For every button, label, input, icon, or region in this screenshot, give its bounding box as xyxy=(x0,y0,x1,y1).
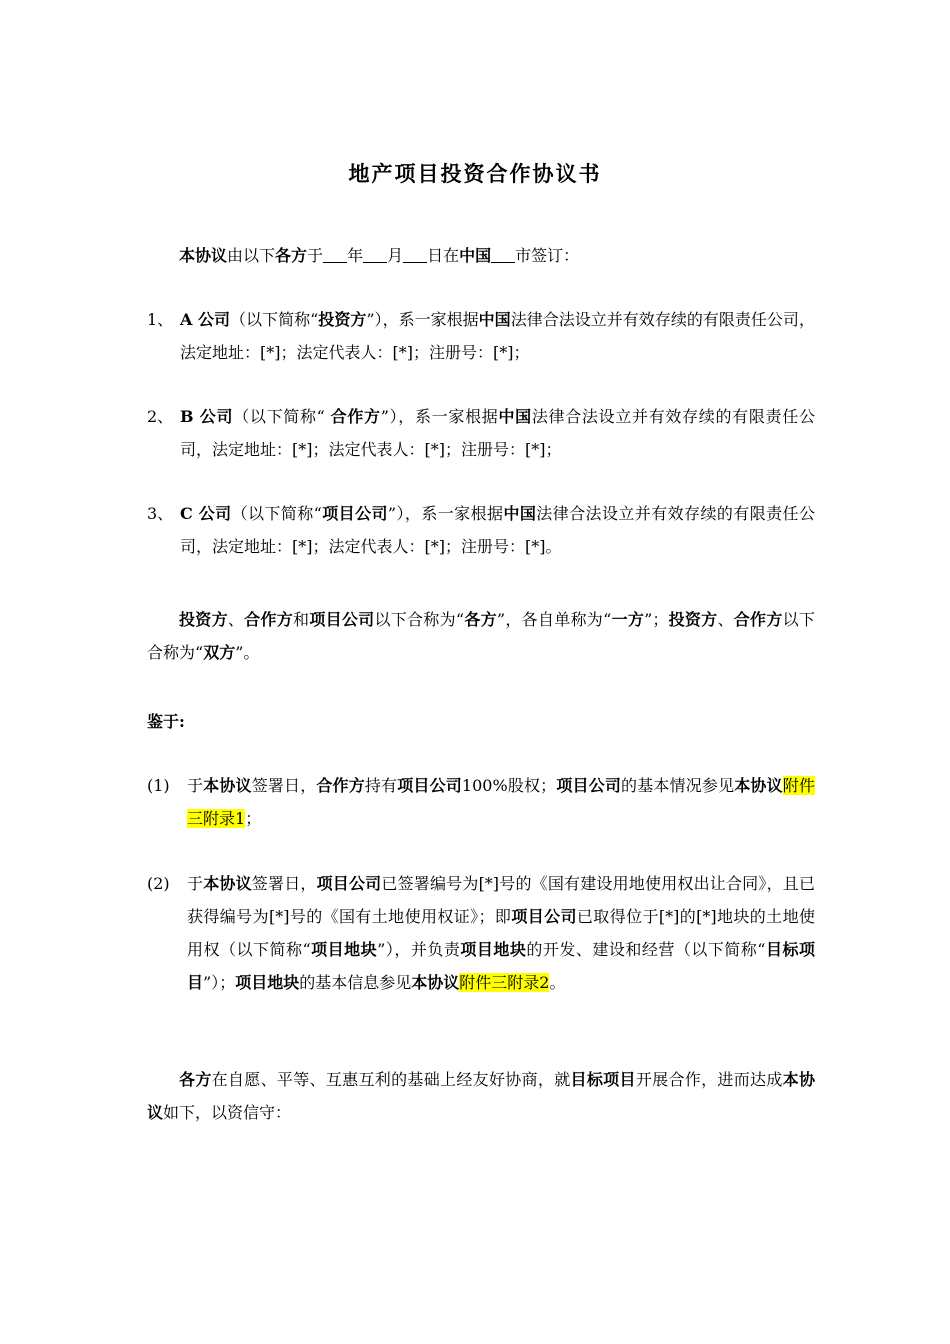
defined-term: 本协议 xyxy=(203,874,252,893)
whereas-heading-text: 鉴于: xyxy=(147,712,185,731)
party-short-name: 投资方 xyxy=(318,310,367,329)
party-text: 法律合法设立并有效存续的有限责任公司，法定地址：[*]；法定代表人：[*]；注册号：[*]； xyxy=(180,310,815,362)
intro-text: 由以下 xyxy=(227,246,276,265)
document-title: 地产项目投资合作协议书 xyxy=(348,161,602,186)
defined-term: 项目公司 xyxy=(397,776,462,795)
intro-text: 年 xyxy=(347,246,364,265)
defined-term: 项目地块 xyxy=(310,940,378,959)
recital-text: 持有 xyxy=(364,776,398,795)
party-number: 2、 xyxy=(147,407,174,426)
closing-paragraph xyxy=(147,1063,815,1129)
recital-number: (2) xyxy=(147,874,170,893)
intro-text: 各方 xyxy=(275,246,308,265)
party-name: A 公司 xyxy=(180,310,231,329)
definition-text: ”。 xyxy=(235,643,260,662)
party-item xyxy=(147,303,815,369)
party-text: ”），系一家根据 xyxy=(387,504,504,523)
recital-text: 已签署编号为[*]号的《国有建设用地使用权出让合同》，且已获得编号为[*]号的《国有土地使用权证》；即 xyxy=(187,874,815,926)
closing-text: 开展合作，进而达成 xyxy=(635,1070,783,1089)
recital-text: 的基本情况参见 xyxy=(621,776,735,795)
defined-term: 各方 xyxy=(464,610,497,629)
defined-term: 投资方 xyxy=(668,610,718,629)
defined-term: 合作方 xyxy=(733,610,783,629)
intro-text: 本协议 xyxy=(179,246,228,265)
definition-text: 以下合称为“ xyxy=(147,610,815,662)
party-text: ”），系一家根据 xyxy=(366,310,479,329)
party-country: 中国 xyxy=(498,407,532,426)
party-country: 中国 xyxy=(478,310,511,329)
recital-text: 签署日， xyxy=(251,874,317,893)
intro-text: 市签订： xyxy=(515,246,580,265)
definition-text: ”； xyxy=(644,610,669,629)
highlighted-appendix-reference: 附件三附录2 xyxy=(459,973,550,992)
definition-text: 以下合称为“ xyxy=(374,610,465,629)
recital-text: 的开发、建设和经营（以下简称“ xyxy=(526,940,766,959)
party-text: （以下简称“ xyxy=(230,310,319,329)
intro-text: 月 xyxy=(387,246,404,265)
defined-term: 本协议 xyxy=(411,973,460,992)
defined-term: 目标项目 xyxy=(570,1070,636,1089)
year-blank xyxy=(323,246,347,263)
defined-term: 目标项目 xyxy=(187,940,815,992)
closing-text: 如下，以资信守： xyxy=(163,1103,292,1122)
defined-term: 项目地块 xyxy=(460,940,527,959)
party-text: 法律合法设立并有效存续的有限责任公司，法定地址：[*]；法定代表人：[*]；注册号：[*]。 xyxy=(180,504,815,556)
recital-text: 的基本信息参见 xyxy=(299,973,412,992)
recital-text: 已取得位于[*]的[*]地块的土地使用权（以下简称“ xyxy=(187,907,815,959)
party-name: B 公司 xyxy=(180,407,234,426)
recital-text: 签署日， xyxy=(251,776,317,795)
defined-term: 本协议 xyxy=(147,1070,815,1122)
defined-term: 本协议 xyxy=(734,776,783,795)
party-text: ”），系一家根据 xyxy=(380,407,499,426)
recital-item xyxy=(147,867,815,999)
recital-item xyxy=(147,769,815,835)
month-blank xyxy=(363,246,387,263)
recital-text: 于 xyxy=(187,776,204,795)
recital-text: 。 xyxy=(549,973,566,992)
defined-term: 合作方 xyxy=(316,776,365,795)
defined-term: 各方 xyxy=(179,1070,212,1089)
defined-term: 合作方 xyxy=(244,610,294,629)
intro-text: 日在 xyxy=(427,246,460,265)
party-country: 中国 xyxy=(503,504,537,523)
recital-text: 100%股权； xyxy=(461,776,557,795)
recital-text: 于 xyxy=(187,874,204,893)
recital-text: ； xyxy=(245,809,262,828)
defined-term: 双方 xyxy=(203,643,236,662)
defined-term: 本协议 xyxy=(203,776,252,795)
city-blank xyxy=(491,246,515,263)
party-text: （以下简称“ xyxy=(233,407,331,426)
party-item xyxy=(147,497,815,563)
party-name: C 公司 xyxy=(180,504,232,523)
party-text: 法律合法设立并有效存续的有限责任公司，法定地址：[*]；法定代表人：[*]；注册号：[*]； xyxy=(180,407,815,459)
highlighted-appendix-reference: 附件三附录1 xyxy=(187,776,815,828)
intro-text: 中国 xyxy=(459,246,492,265)
intro-paragraph xyxy=(147,239,815,272)
definition-text: 、 xyxy=(227,610,245,629)
whereas-heading xyxy=(147,705,815,738)
day-blank xyxy=(403,246,427,263)
defined-term: 项目公司 xyxy=(309,610,375,629)
party-text: （以下简称“ xyxy=(231,504,322,523)
party-item xyxy=(147,400,815,466)
definition-text: 和 xyxy=(293,610,310,629)
closing-text: 在自愿、平等、互惠互利的基础上经友好协商，就 xyxy=(211,1070,571,1089)
intro-text: 于 xyxy=(307,246,324,265)
party-number: 3、 xyxy=(147,504,174,523)
defined-term: 项目公司 xyxy=(556,776,622,795)
recital-number: (1) xyxy=(147,776,170,795)
defined-term: 项目地块 xyxy=(235,973,300,992)
defined-term: 项目公司 xyxy=(316,874,382,893)
party-short-name: 合作方 xyxy=(330,407,381,426)
defined-term: 投资方 xyxy=(179,610,228,629)
defined-term: 项目公司 xyxy=(511,907,577,926)
collective-definitions xyxy=(147,603,815,669)
recital-text: ”）； xyxy=(203,973,236,992)
party-number: 1、 xyxy=(147,310,174,329)
party-short-name: 项目公司 xyxy=(321,504,388,523)
definition-text: ”，各自单称为“ xyxy=(496,610,612,629)
defined-term: 一方 xyxy=(611,610,645,629)
definition-text: 、 xyxy=(717,610,734,629)
recital-text: ”），并负责 xyxy=(377,940,461,959)
